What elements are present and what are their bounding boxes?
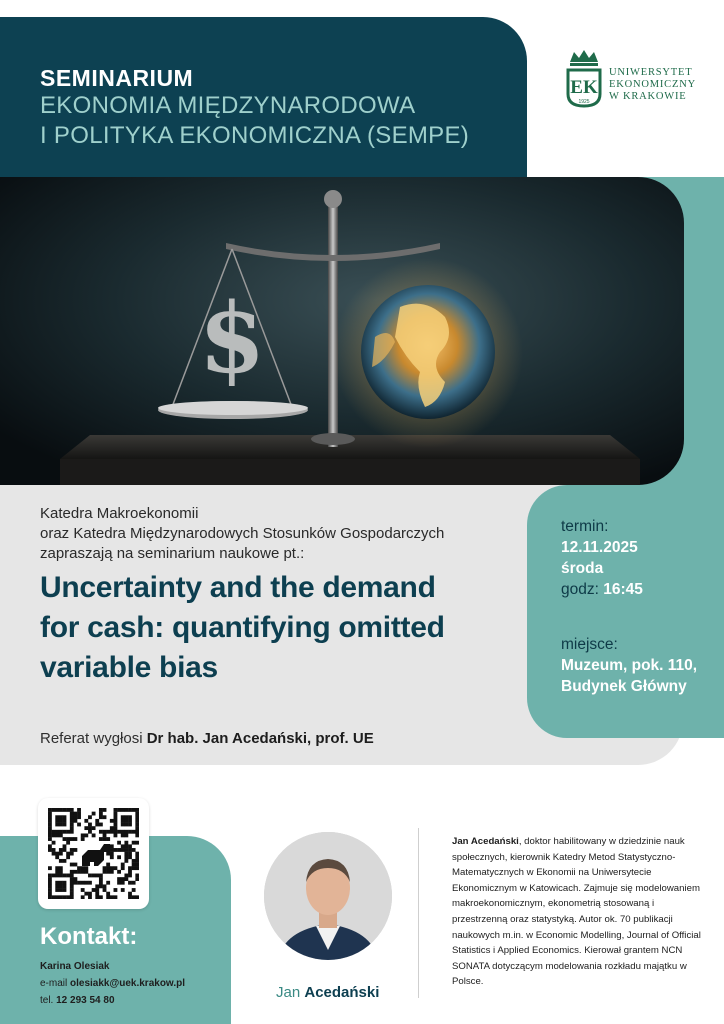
- contact-email-link[interactable]: olesiakk@uek.krakow.pl: [70, 978, 186, 989]
- talk-title-line3: variable bias: [40, 651, 218, 684]
- portrait-first-name: Jan: [276, 984, 301, 1001]
- email-label: e-mail: [40, 978, 68, 989]
- divider: [418, 828, 419, 998]
- time-label: godz:: [561, 581, 599, 598]
- portrait-caption: [276, 984, 379, 1001]
- svg-text:EK: EK: [570, 77, 598, 98]
- portrait-last-name: Acedański: [304, 984, 380, 1001]
- event-date: 12.11.2025: [561, 539, 638, 556]
- logo-text-line3: W KRAKOWIE: [609, 91, 687, 102]
- phone-label: tel.: [40, 995, 54, 1006]
- seminar-name-line1: EKONOMIA MIĘDZYNARODOWA: [40, 92, 416, 119]
- place-line1: Muzeum, pok. 110,: [561, 657, 698, 674]
- event-time-row: [561, 581, 643, 599]
- place-line2: Budynek Główny: [561, 678, 687, 695]
- event-weekday: środa: [561, 560, 604, 577]
- organizer-line3: zapraszają na seminarium naukowe pt.:: [40, 545, 305, 562]
- bio-name: Jan Acedański: [452, 836, 519, 847]
- logo-text-line1: UNIWERSYTET: [609, 67, 693, 78]
- speaker-line: [40, 730, 374, 747]
- svg-text:1925: 1925: [578, 99, 590, 105]
- seminar-name-line2: I POLITYKA EKONOMICZNA (SEMPE): [40, 122, 470, 149]
- dollar-sign-icon: $: [198, 282, 266, 395]
- organizer-line1: Katedra Makroekonomii: [40, 505, 199, 522]
- event-time: 16:45: [603, 581, 643, 598]
- contact-email-row: [40, 978, 185, 989]
- qr-code-image: [48, 808, 139, 899]
- logo-text-line2: EKONOMICZNY: [609, 79, 696, 90]
- talk-title: [40, 568, 510, 688]
- bio-text: , doktor habilitowany w dziedzinie nauk społecznych, kierownik Katedry Metod Statystyczno-Matematycznych w Ekonomii na Uniwersytecie Ekonomicznym w Katowicach. Zajmuje się modelowaniem makroekonomicznym, ekonometrią stosowaną i przestrzenną oraz statystyką. Autor ok. 70 publikacji naukowych m.in. w Economic Modelling, Journal of Official Statistics i Applied Economics. Kierował grantem NCN SONATA dotyczącym modelowania rozkładu majątku w Polsce.: [452, 836, 701, 988]
- contact-title: Kontakt:: [40, 923, 138, 950]
- seminar-label: SEMINARIUM: [40, 65, 194, 91]
- talk-title-line1: Uncertainty and the demand: [40, 571, 436, 604]
- globe-icon: [333, 258, 523, 448]
- dinosaur-icon: [82, 844, 110, 866]
- place-label: miejsce:: [561, 636, 618, 653]
- crown-icon: [566, 50, 602, 108]
- contact-phone: 12 293 54 80: [56, 995, 115, 1006]
- speaker-bio: [452, 834, 710, 990]
- contact-phone-row: [40, 995, 115, 1006]
- talk-title-line2: for cash: quantifying omitted: [40, 611, 445, 644]
- university-logo[interactable]: [566, 50, 696, 110]
- hero-image-scale-with-globe: [0, 177, 684, 485]
- speaker-portrait: [264, 832, 392, 960]
- qr-code[interactable]: [38, 798, 149, 909]
- speaker-prefix: Referat wygłosi: [40, 730, 143, 747]
- event-details-card: [527, 485, 724, 738]
- contact-name: Karina Olesiak: [40, 961, 110, 972]
- organizer-line2: oraz Katedra Międzynarodowych Stosunków Gospodarczych: [40, 525, 445, 542]
- speaker-name: Dr hab. Jan Acedański, prof. UE: [146, 730, 374, 747]
- date-label: termin:: [561, 518, 609, 535]
